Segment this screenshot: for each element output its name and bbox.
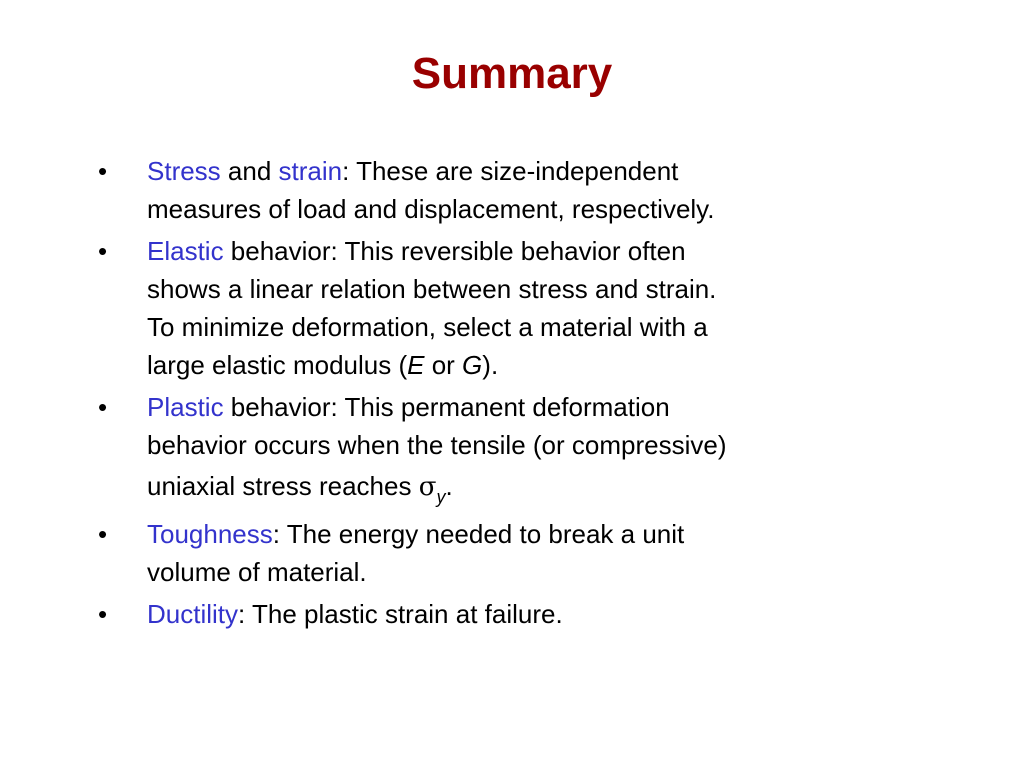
modulus-text-pre: large elastic modulus (: [147, 350, 408, 380]
term-toughness: Toughness: [147, 519, 273, 549]
bullet-continuation: behavior occurs when the tensile (or compressive): [147, 430, 727, 460]
bullet-elastic: [98, 232, 878, 384]
term-stress: Stress: [147, 156, 221, 186]
bullet-stress-strain: [98, 152, 878, 228]
bullet-continuation: volume of material.: [147, 557, 367, 587]
modulus-g: G: [462, 350, 483, 380]
modulus-e: E: [407, 350, 425, 380]
term-elastic: Elastic: [147, 236, 224, 266]
modulus-or: or: [424, 350, 463, 380]
bullet-text: behavior: This reversible behavior often: [223, 236, 686, 266]
bullet-text: : These are size-independent: [342, 156, 679, 186]
slide-title: Summary: [411, 49, 613, 98]
sigma-subscript: y: [436, 487, 446, 507]
bullet-marker: •: [98, 519, 108, 549]
term-strain: strain: [278, 156, 343, 186]
bullet-marker: •: [98, 392, 108, 422]
bullet-toughness: [98, 515, 878, 591]
bullet-ductility: [98, 595, 878, 633]
bullet-continuation: shows a linear relation between stress and strain.: [147, 274, 717, 304]
bullet-text: behavior: This permanent deformation: [223, 392, 670, 422]
bullet-line: [147, 388, 878, 426]
yield-text-post: .: [445, 471, 453, 501]
joiner-text: and: [220, 156, 279, 186]
modulus-text-post: ).: [482, 350, 499, 380]
bullet-continuation: To minimize deformation, select a material with a: [147, 312, 708, 342]
yield-text-pre: uniaxial stress reaches: [147, 471, 419, 501]
bullet-continuation: [147, 346, 878, 384]
bullet-line: [147, 595, 878, 633]
bullet-line: [147, 152, 878, 190]
bullet-continuation: [147, 464, 878, 511]
bullet-text: : The energy needed to break a unit: [272, 519, 685, 549]
bullet-plastic: [98, 388, 878, 511]
term-ductility: Ductility: [147, 599, 239, 629]
bullet-marker: •: [98, 236, 108, 266]
bullet-line: [147, 515, 878, 553]
sigma-symbol: σ: [418, 472, 437, 502]
bullet-continuation: measures of load and displacement, respectively.: [147, 194, 715, 224]
term-plastic: Plastic: [147, 392, 224, 422]
bullet-marker: •: [98, 156, 108, 186]
bullet-marker: •: [98, 599, 108, 629]
bullet-list: [98, 152, 878, 637]
bullet-line: [147, 232, 878, 270]
bullet-text: : The plastic strain at failure.: [238, 599, 563, 629]
